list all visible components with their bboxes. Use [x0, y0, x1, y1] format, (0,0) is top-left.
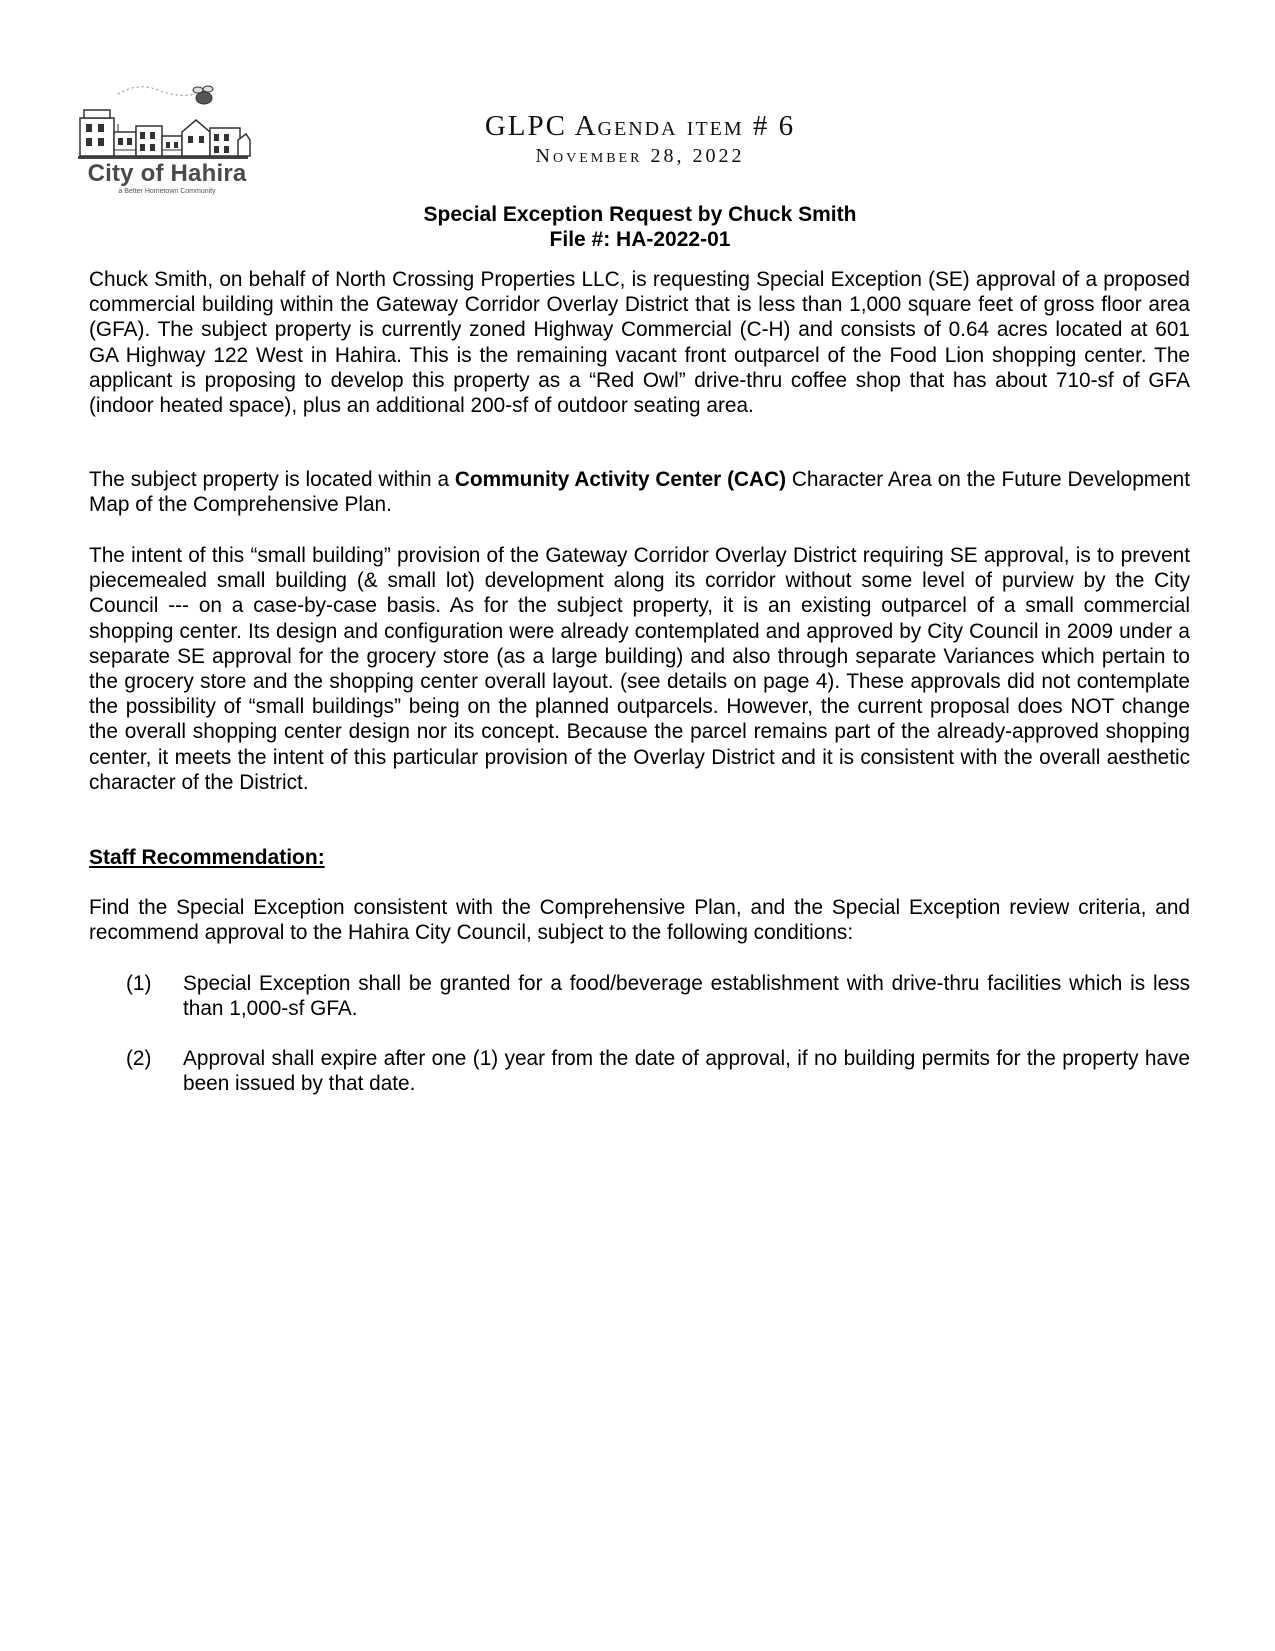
condition-text: Special Exception shall be granted for a food/beverage establishment with drive-thru facilities which is less than 1,000-sf GFA.	[183, 972, 1190, 1021]
logo-city-name: City of Hahira	[87, 160, 247, 187]
city-logo	[78, 80, 253, 200]
bee-icon	[193, 86, 213, 104]
condition-number: (2)	[126, 1047, 152, 1070]
intro-paragraph: Chuck Smith, on behalf of North Crossing Properties LLC, is requesting Special Exception (SE) approval of a proposed commercial building within the Gateway Corridor Overlay District that is less than 1,000 square feet of gross floor area (GFA). The subject property is currently zoned Highway Commercial (C-H) and consists of 0.64 acres located at 601 GA Highway 122 West in Hahira. This is the remaining vacant front outparcel of the Food Lion shopping center. The applicant is proposing to develop this property as a “Red Owl” drive-thru coffee shop that has about 710-sf of GFA (indoor heated space), plus an additional 200-sf of outdoor seating area.	[89, 268, 1190, 418]
character-area-name: Community Activity Center (CAC)	[454, 468, 787, 491]
recommendation-paragraph: Find the Special Exception consistent with the Comprehensive Plan, and the Special Exception review criteria, and recommend approval to the Hahira City Council, subject to the following conditions:	[89, 896, 1190, 945]
condition-number: (1)	[126, 972, 152, 995]
condition-text: Approval shall expire after one (1) year from the date of approval, if no building permits for the property have been issued by that date.	[183, 1047, 1190, 1096]
character-area-paragraph	[89, 467, 1190, 517]
staff-recommendation-heading: Staff Recommendation:	[89, 846, 325, 869]
town-skyline-icon	[78, 80, 253, 162]
character-area-text-after: Character Area on the Future Development Map of the Comprehensive Plan.	[89, 468, 1190, 517]
agenda-date: November 28, 2022	[535, 145, 745, 167]
character-area-text-before: The subject property is located within a	[89, 468, 455, 491]
request-file-number: File #: HA-2022-01	[549, 228, 731, 251]
intent-paragraph: The intent of this “small building” provision of the Gateway Corridor Overlay District requiring SE approval, is to prevent piecemealed small building (& small lot) development along its corridor without some level of purview by the City Council --- on a case-by-case basis. As for the subject property, it is an existing outparcel of a small commercial shopping center. Its design and configuration were already contemplated and approved by City Council in 2009 under a separate SE approval for the grocery store (as a large building) and also through separate Variances which pertain to the grocery store and the shopping center overall layout. (see details on page 4). These approvals did not contemplate the possibility of “small buildings” being on the planned outparcels. However, the current proposal does NOT change the overall shopping center design nor its concept. Because the parcel remains part of the already-approved shopping center, it meets the intent of this particular provision of the Overlay District and it is consistent with the overall aesthetic character of the District.	[89, 544, 1190, 794]
logo-tagline: a Better Hometown Community	[118, 188, 216, 195]
agenda-title: GLPC Agenda item # 6	[484, 110, 796, 142]
request-title: Special Exception Request by Chuck Smith	[423, 203, 857, 226]
